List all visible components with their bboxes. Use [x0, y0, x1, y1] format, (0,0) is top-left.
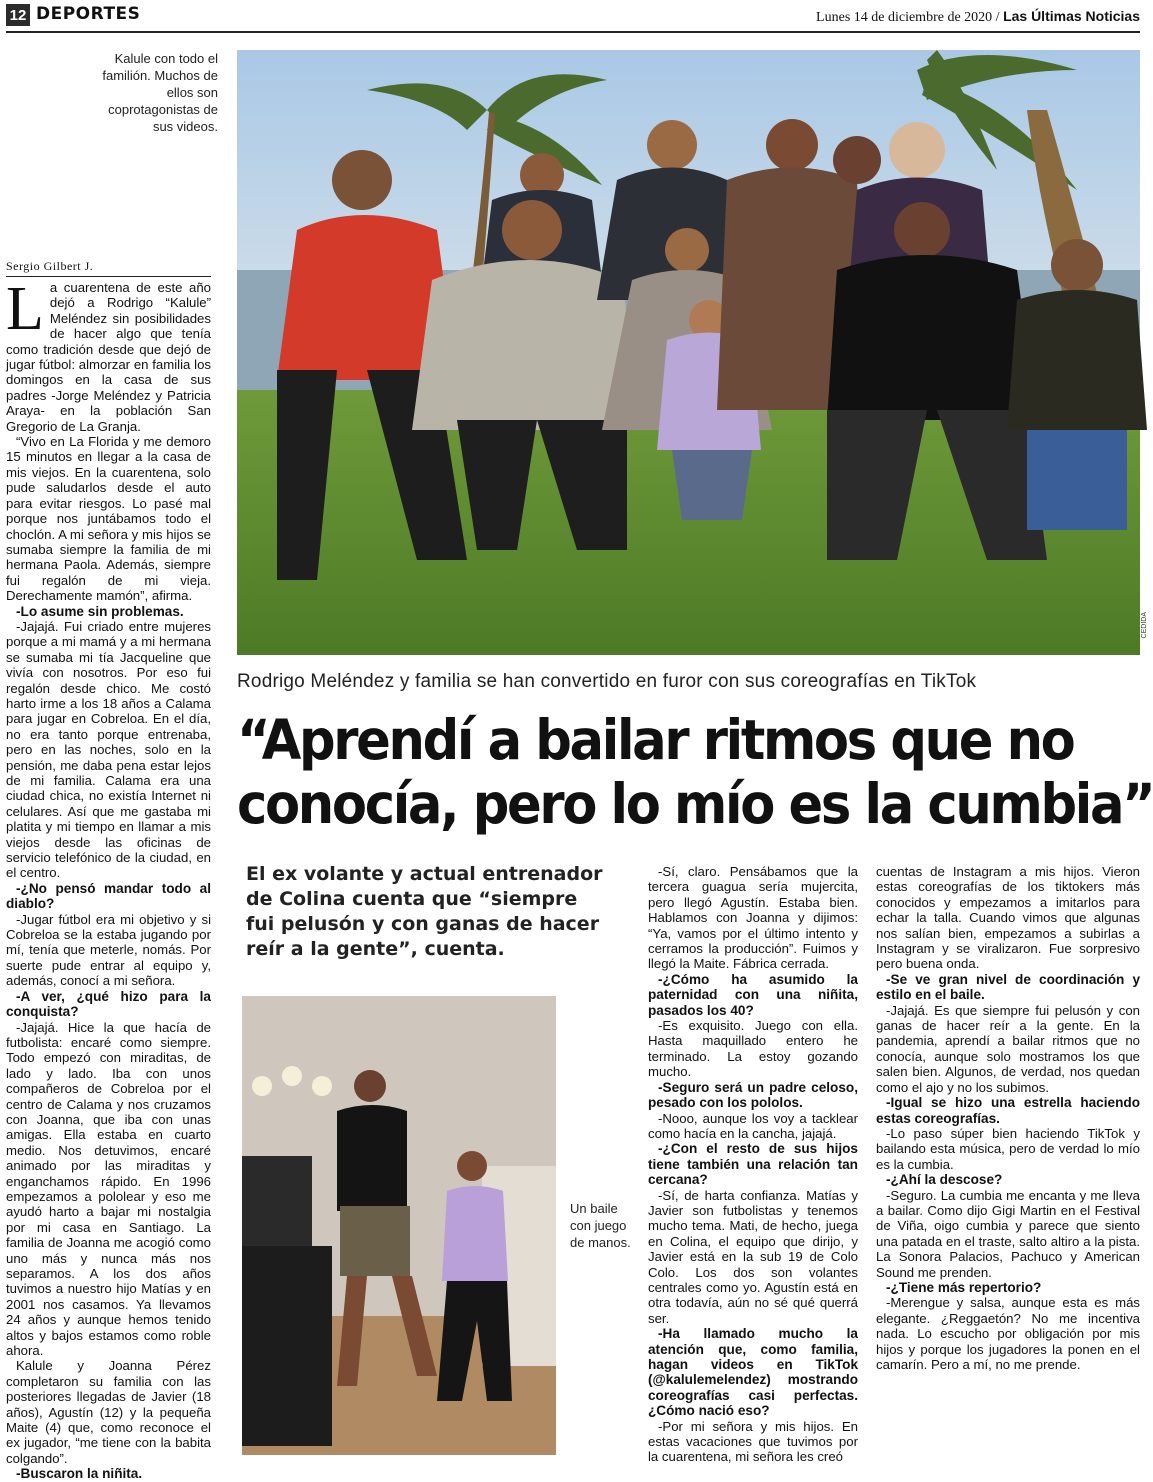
interview-question: -¿Cómo ha asumido la paternidad con una niñita, pasados los 40?	[648, 971, 858, 1018]
body-paragraph: -Nooo, aunque los voy a tacklear como hacía en la cancha, jajajá.	[648, 1110, 858, 1141]
body-paragraph: -Jugar fútbol era mi objetivo y si Cobreloa se la estaba jugando por mí, tenía que meterle, nomás. Por suerte pude entrar al equipo y, además, conocí a mi señora.	[6, 911, 211, 989]
body-paragraph: -Lo paso súper bien haciendo TikTok y bailando esta música, pero de verdad lo mío es la cumbia.	[876, 1125, 1140, 1172]
body-paragraph: -Seguro. La cumbia me encanta y me lleva a bailar. Como dijo Gigi Martin en el Festival de Viña, oigo cumbia y parece que siento una patada en el traste, salto altiro a la pista. La Sonora Palacios, Pachuco y American Sound me prenden.	[876, 1187, 1140, 1280]
drop-cap: L	[6, 275, 44, 343]
body-paragraph: “Vivo en La Florida y me demoro 15 minutos en llegar a la casa de mis viejos. En la cuarentena, solo pude saludarlos desde el auto para evitar riesgos. Lo pasé mal porque nos juntábamos todo el choclón. A mi señora y mis hijos se sumaba siempre la familia de mi hermana Paola. Además, siempre fui regalón de mi vieja. Derechamente mamón”, afirma.	[6, 434, 211, 604]
body-paragraph: -Es exquisito. Juego con ella. Hasta maquillado entero he terminado. La estoy gozando mucho.	[648, 1018, 858, 1080]
interview-question: -Buscaron la niñita.	[16, 1466, 143, 1482]
interview-question: -¿Ahí la descose?	[886, 1172, 1003, 1188]
interview-question: -A ver, ¿qué hizo para la conquista?	[6, 988, 211, 1020]
headline	[237, 708, 1153, 836]
body-paragraph: -Jajajá. Hice la que hacía de futbolista: encaré como siempre. Todo empezó con miraditas, de lado y lado. Iba con unos compañeros de Cobreloa por el centro de Calama y nos cruzamos con Joanna, que iba con unas amigas. Ella estaba en cuarto medio. Nos detuvimos, encaré animado por las miraditas y enganchamos rápido. En 1996 empezamos a pololear y eso me ayudó harto a bajar mi nostalgia por mi casa en Santiago. La familia de Joanna me acogió como uno más y nunca más nos separamos. A los dos años tuvimos a nuestro hijo Matías y en 2001 nos casamos. Ya llevamos 24 años y aunque hemos tenido altos y bajos estamos como roble ahora.	[6, 1019, 211, 1359]
issue-date	[816, 8, 1140, 26]
body-paragraph: -Jajajá. Es que siempre fui pelusón y con ganas de hacer reír a la gente. En la pandemia, aprendí a bailar ritmos que no conocía, aunque solo mostramos los que salen bien. Algunos, de verdad, nos quedan como el ajo y no los subimos.	[876, 1002, 1140, 1095]
interview-question: -Se ve gran nivel de coordinación y estilo en el baile.	[876, 971, 1140, 1003]
column-1-paragraphs	[6, 275, 211, 1482]
body-paragraph: a cuarentena de este año dejó a Rodrigo “Kalule” Meléndez sin posibilidades de hacer algo que tenía como tradición desde que dejó de jugar fútbol: almorzar en familia los domingos en la casa de sus padres -Jorge Meléndez y Patricia Araya- en la población San Gregorio de La Granja.	[6, 280, 211, 434]
column-3-paragraphs	[648, 864, 858, 1465]
newspaper-name: Las Últimas Noticias	[1003, 8, 1140, 24]
body-paragraph: -Por mi señora y mis hijos. En estas vacaciones que tuvimos por la cuarentena, mi señora les creó	[648, 1418, 858, 1465]
photo-credit: CEDIDA	[1141, 612, 1148, 639]
body-paragraph: -Sí, de harta confianza. Matías y Javier son futbolistas y tenemos mucho tema. Mati, de hecho, juega en Colina, el equipo que dirijo, y Javier está en la sub 19 de Colo Colo. Los dos son volantes centrales como yo. Agustín está en otra todavía, aún no sé qué querrá ser.	[648, 1187, 858, 1326]
byline: Sergio Gilbert J.	[6, 259, 211, 277]
interview-question: -Seguro será un padre celoso, pesado con los pololos.	[648, 1079, 858, 1111]
interview-question: -¿No pensó mandar todo al diablo?	[6, 880, 211, 912]
interview-question: -¿Tiene más repertorio?	[886, 1279, 1042, 1295]
body-paragraph: -Merengue y salsa, aunque esta es más elegante. ¿Reggaetón? No me incentiva nada. Lo escucho por obligación por mis hijos y porque los jugadores la ponen en el camarín. Pero a mí, no me prende.	[876, 1295, 1140, 1372]
interview-question: -¿Con el resto de sus hijos tiene también una relación tan cercana?	[648, 1141, 858, 1188]
body-column-1	[6, 275, 211, 1482]
date-text: Lunes 14 de diciembre de 2020 /	[816, 10, 1000, 25]
interview-question: -Lo asume sin problemas.	[16, 603, 184, 619]
kicker: Rodrigo Meléndez y familia se han convertido en furor con sus coreografías en TikTok	[237, 671, 977, 692]
body-paragraph: -Jajajá. Fui criado entre mujeres porque a mi mamá y a mi hermana se sumaba mi tía Jacqueline que vivía con nosotros. Por eso fui regalón desde chico. Me costó harto irme a los 18 años a Calama para jugar en Cobreloa. En el día, no era tanto porque entrenaba, pero en las noches, solo en la pensión, me daba pena estar lejos de mi familia. Calama era una ciudad chica, no existía Internet ni celulares. Así que me gastaba mi platita y mi tiempo en llamar a mis viejos desde las oficinas de servicio telefónico de la ciudad, en el centro.	[6, 618, 211, 881]
top-photo-caption: Kalule con todo el familión. Muchos de ellos son coprotagonistas de sus videos.	[102, 51, 218, 134]
family-photo-illustration	[237, 50, 1140, 655]
page-number: 12	[6, 4, 30, 26]
body-column-4	[876, 864, 1140, 1372]
body-column-3	[648, 864, 858, 1465]
section-title: DEPORTES	[36, 4, 141, 24]
page-header	[6, 4, 1140, 28]
column-4-paragraphs	[876, 864, 1140, 1372]
deck: El ex volante y actual entrenador de Colina cuenta que “siempre fui pelusón y con ganas de hacer reír a la gente”, cuenta.	[246, 863, 603, 960]
body-paragraph: cuentas de Instagram a mis hijos. Vieron estas coreografías de los tiktokers más conocidos y empezamos a imitarlos para echar la talla. Cuando vimos que algunas nos salían bien, empezamos a subirlas a Instagram y se viralizaron. Fue sorpresivo pero buena onda.	[876, 864, 1140, 972]
headline-line-2: conocía, pero lo mío es la cumbia”	[237, 772, 1153, 836]
interview-question: -Igual se hizo una estrella haciendo estas coreografías.	[876, 1095, 1140, 1126]
body-paragraph: -Sí, claro. Pensábamos que la tercera guagua sería mujercita, pero llegó Agustín. Estaba bien. Hablamos con Joanna y dijimos: “Ya, vamos por el último intento y cerramos la producción”. Fuimos y llegó la Maite. Fábrica cerrada.	[648, 864, 858, 972]
interview-question: -Ha llamado mucho la atención que, como familia, hagan videos en TikTok (@kalulemelendez) mostrando coreografías casi perfectas. ¿Cómo nació eso?	[648, 1326, 858, 1419]
dance-photo	[242, 996, 556, 1455]
dance-photo-caption: Un baile con juego de manos.	[570, 1201, 631, 1250]
dance-photo-illustration	[242, 996, 556, 1455]
body-paragraph: Kalule y Joanna Pérez completaron su familia con las posteriores llegadas de Javier (18 años), Agustín (12) y la pequeña Maite (4) que, como reconoce el ex jugador, “me tiene con la babita colgando”.	[6, 1358, 211, 1466]
headline-line-1: “Aprendí a bailar ritmos que no	[237, 708, 1074, 772]
header-rule	[6, 31, 1140, 33]
family-photo	[237, 50, 1140, 655]
